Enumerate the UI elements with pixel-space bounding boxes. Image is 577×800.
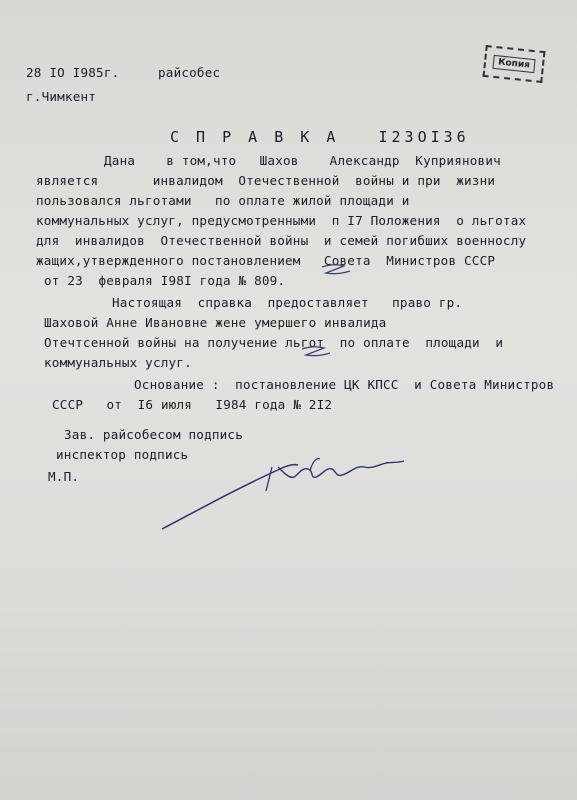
body2-line-3: Отечтсенной войны на получение льгот по оплате площади и	[44, 335, 504, 350]
body-line-2: является инвалидом Отечественной войны и при жизни	[36, 173, 496, 188]
body2-line-4: коммунальных услуг.	[44, 355, 192, 370]
head-signature-label: Зав. райсобесом подпись	[64, 427, 243, 442]
body-line-4: коммунальных услуг, предусмотренными п I7 Положения о льготах	[36, 213, 527, 228]
header-date: 28 IO I985г.	[26, 65, 120, 80]
body2-line-1: Настоящая справка предоставляет право гр.	[112, 295, 463, 310]
body2-line-2: Шаховой Анне Ивановне жене умершего инвалида	[44, 315, 387, 330]
document-title: С П Р А В К А I23OI36	[170, 128, 470, 146]
header-office: райсобес	[158, 65, 221, 80]
inspector-signature-label: инспектор подпись	[56, 447, 189, 462]
body-line-3: пользовался льготами по оплате жилой площади и	[36, 193, 410, 208]
header-city: г.Чимкент	[26, 89, 97, 104]
copy-stamp-text: Копия	[492, 55, 535, 73]
handwritten-mark	[300, 344, 334, 360]
body-line-1: Дана в том,что Шахов Александр Куприянович	[104, 153, 501, 168]
body-line-7: от 23 февраля I98I года № 809.	[44, 273, 286, 288]
seal-label: М.П.	[48, 469, 80, 484]
body-line-5: для инвалидов Отечественной войны и семей погибших военнослу	[36, 233, 527, 248]
handwritten-signature	[160, 445, 420, 535]
basis-line-2: СССР от I6 июля I984 года № 2I2	[52, 397, 333, 412]
copy-stamp	[482, 45, 545, 83]
body-line-6: жащих,утвержденного постановлением Совета Министров СССР	[36, 253, 496, 268]
basis-line-1: Основание : постановление ЦК КПСС и Совета Министров	[134, 377, 555, 392]
handwritten-mark	[320, 262, 354, 278]
